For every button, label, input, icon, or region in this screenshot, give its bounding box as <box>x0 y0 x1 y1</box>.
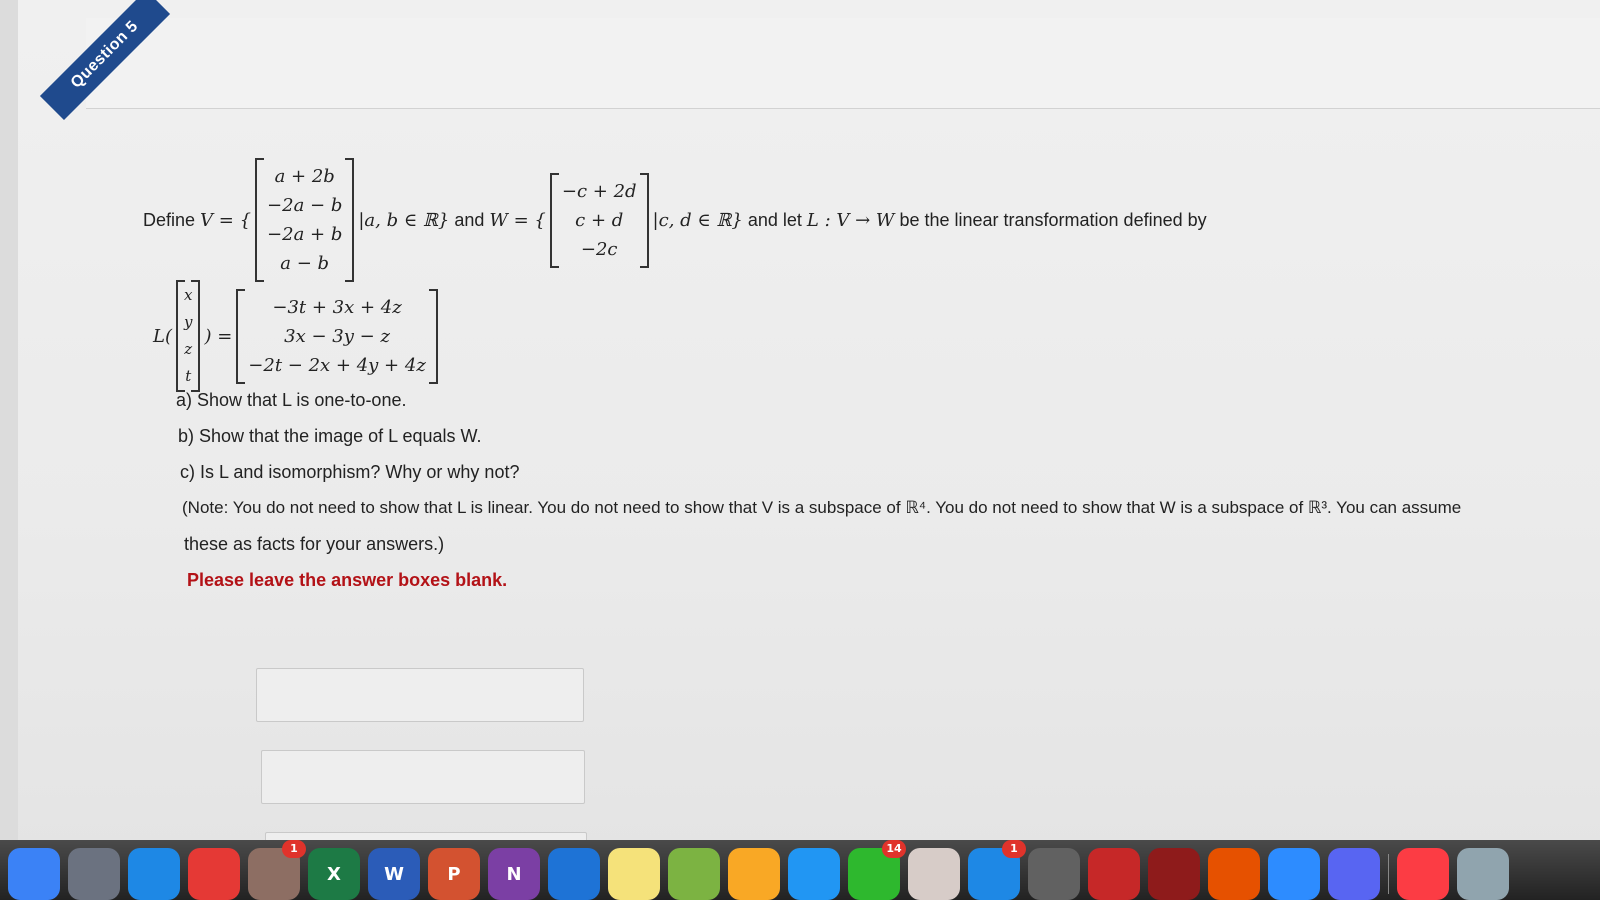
music-icon[interactable] <box>1397 848 1449 900</box>
output-vector <box>236 289 438 384</box>
finder-icon[interactable] <box>8 848 60 900</box>
question-ribbon: Question 5 <box>40 0 170 120</box>
note-line-1: (Note: You do not need to show that L is linear. You do not need to show that V is a subspace of ℝ⁴. You do not need to show that W is a subspace of ℝ³. You can assume <box>182 498 1462 517</box>
v-eq: V = { <box>200 209 252 231</box>
v-matrix-row: −2a + b <box>267 224 343 245</box>
output-entry: 3x − 3y − z <box>284 325 390 347</box>
dock-separator <box>1388 854 1389 894</box>
input-entry: z <box>184 340 193 358</box>
onedrive-icon[interactable] <box>548 848 600 900</box>
v-matrix-row: a + 2b <box>274 166 335 187</box>
w-matrix-row: c + d <box>575 209 624 231</box>
screenshot-icon[interactable] <box>1457 848 1509 900</box>
maps-icon[interactable] <box>668 848 720 900</box>
and-text: and <box>454 209 485 230</box>
system-preferences-icon[interactable] <box>1028 848 1080 900</box>
v-matrix <box>255 158 354 282</box>
answer-box-a[interactable] <box>256 668 584 722</box>
dock-icon-label: P <box>447 863 461 885</box>
question-page <box>18 0 1600 860</box>
calendar-icon[interactable] <box>908 848 960 900</box>
l-open: L( <box>153 325 172 347</box>
facetime-icon[interactable] <box>848 842 902 900</box>
appstore-icon[interactable] <box>968 842 1020 900</box>
l-close: ) = <box>204 325 233 347</box>
transformation-line <box>153 280 442 392</box>
notification-badge: 1 <box>282 840 306 858</box>
dock-icon-label: N <box>506 863 522 885</box>
zoom-icon[interactable] <box>1268 848 1320 900</box>
define-prefix: Define <box>143 209 196 230</box>
photos-icon[interactable] <box>728 848 780 900</box>
powerpoint-icon[interactable] <box>428 848 480 900</box>
w-eq: W = { <box>489 209 546 231</box>
warning-text: Please leave the answer boxes blank. <box>187 570 508 590</box>
word-icon[interactable] <box>368 848 420 900</box>
acrobat-icon[interactable] <box>1088 848 1140 900</box>
chrome-icon[interactable] <box>188 848 240 900</box>
map-notation: L : V → W <box>806 209 895 231</box>
dock-icon-label: W <box>384 863 404 885</box>
input-entry: y <box>183 313 193 331</box>
macos-dock <box>0 840 1600 900</box>
w-matrix-row: −c + 2d <box>561 180 637 202</box>
excel-icon[interactable] <box>308 848 360 900</box>
acrobat-reader-icon[interactable] <box>1148 848 1200 900</box>
input-entry: x <box>183 286 193 304</box>
onenote-icon[interactable] <box>488 848 540 900</box>
preview-icon[interactable] <box>248 842 300 900</box>
v-matrix-row: a − b <box>280 253 330 274</box>
input-vector <box>176 280 200 392</box>
definition-line <box>143 158 1207 282</box>
discord-icon[interactable] <box>1328 848 1380 900</box>
note-line-2: these as facts for your answers.) <box>184 534 445 554</box>
part-c: c) Is L and isomorphism? Why or why not? <box>180 462 520 482</box>
top-panel <box>86 18 1600 109</box>
output-entry: −3t + 3x + 4z <box>272 296 402 318</box>
dock-icon-label: X <box>327 863 341 885</box>
messages-icon[interactable] <box>788 848 840 900</box>
answer-box-b[interactable] <box>261 750 585 804</box>
part-a: a) Show that L is one-to-one. <box>176 390 407 410</box>
output-entry: −2t − 2x + 4y + 4z <box>248 354 426 376</box>
definition-suffix: be the linear transformation defined by <box>899 209 1207 230</box>
v-condition: |a, b ∈ ℝ} <box>358 209 450 231</box>
safari-icon[interactable] <box>128 848 180 900</box>
matlab-icon[interactable] <box>1208 848 1260 900</box>
notification-badge: 14 <box>882 840 906 858</box>
notification-badge: 1 <box>1002 840 1026 858</box>
w-matrix <box>550 173 649 268</box>
v-matrix-row: −2a − b <box>267 195 343 216</box>
let-text: and let <box>747 209 802 230</box>
notes-icon[interactable] <box>608 848 660 900</box>
w-matrix-row: −2c <box>580 238 618 260</box>
input-entry: t <box>185 367 192 385</box>
launchpad-icon[interactable] <box>68 848 120 900</box>
part-b: b) Show that the image of L equals W. <box>178 426 482 446</box>
w-condition: |c, d ∈ ℝ} <box>652 209 743 231</box>
